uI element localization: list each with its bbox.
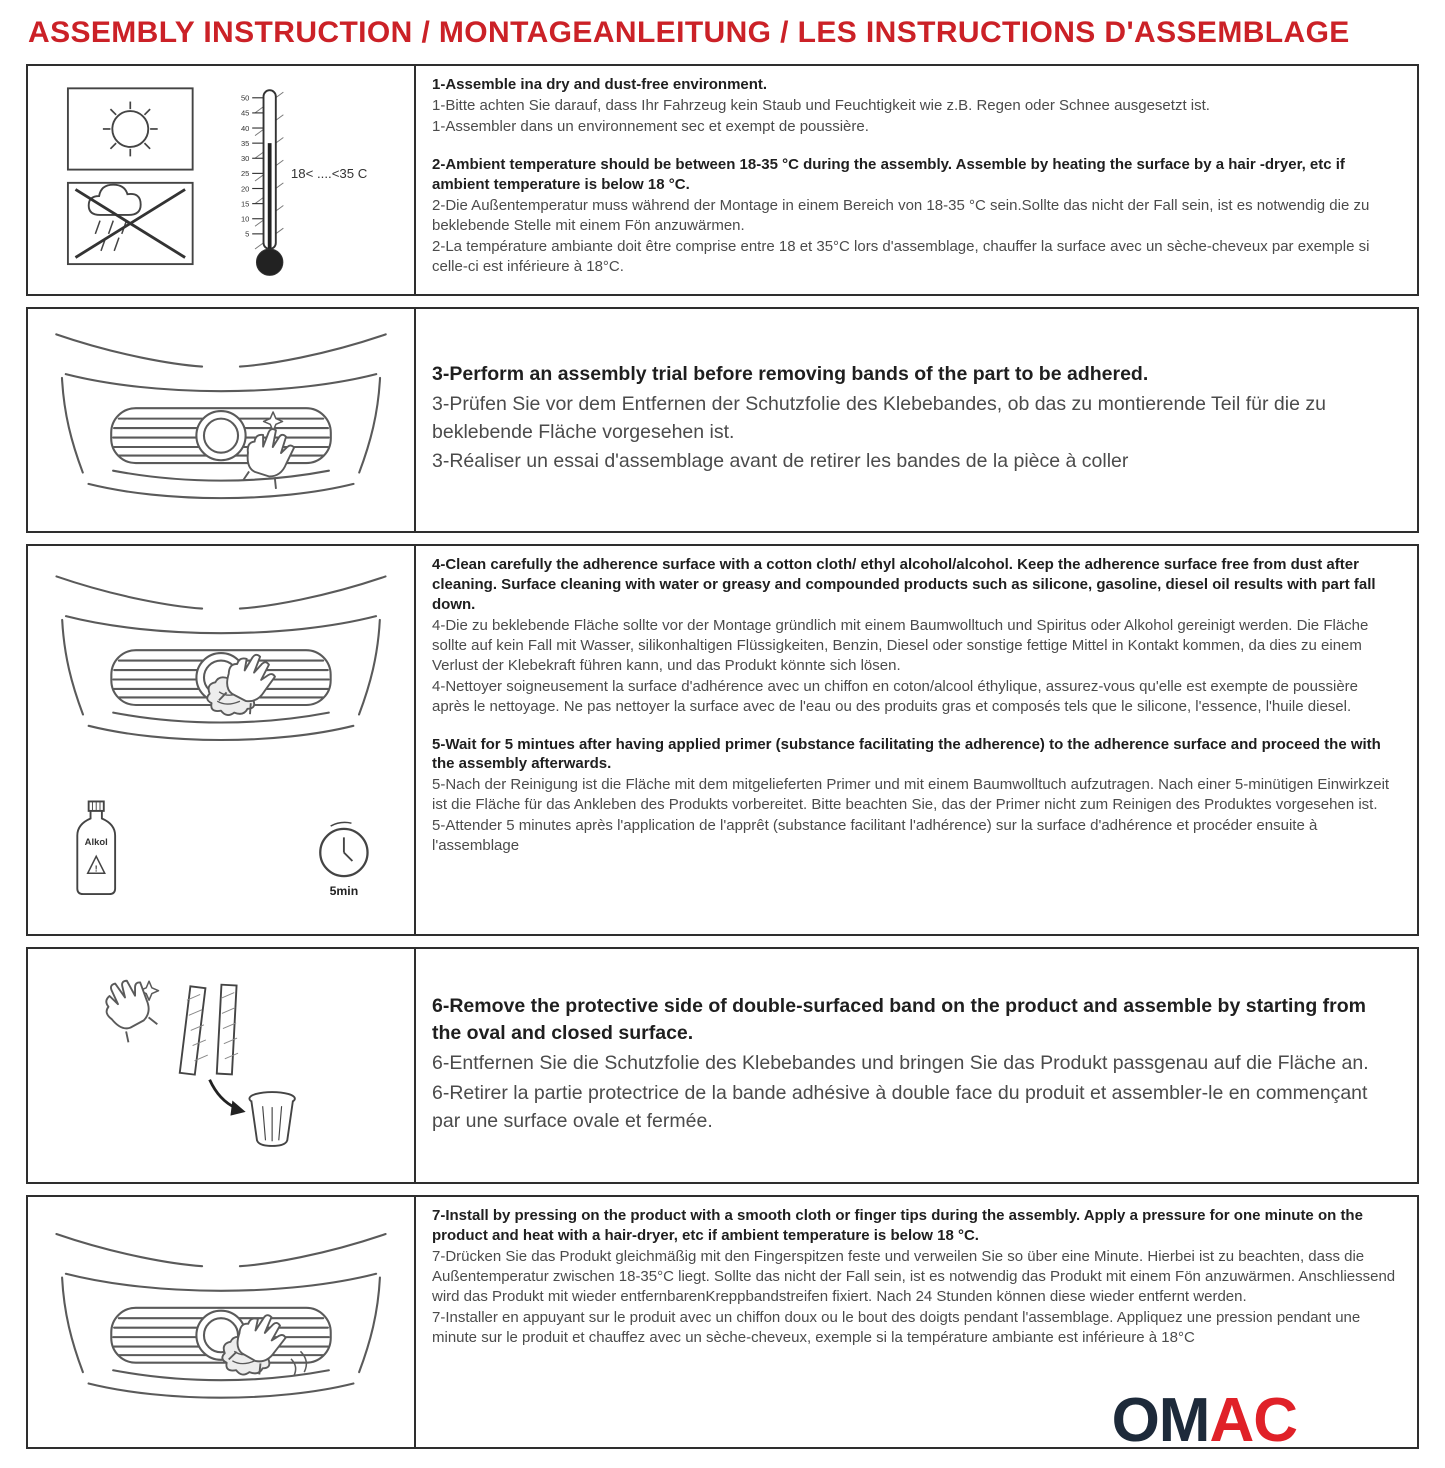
svg-text:!: ! xyxy=(94,863,98,874)
page-title: ASSEMBLY INSTRUCTION / MONTAGEANLEITUNG / LES INSTRUCTIONS D'ASSEMBLAGE xyxy=(28,16,1350,49)
alcohol-bottle-icon xyxy=(77,801,115,894)
omac-logo-red-letters: AC xyxy=(1209,1386,1297,1455)
instruction-1-en: 1-Assemble ina dry and dust-free environment. xyxy=(432,76,768,93)
svg-text:5: 5 xyxy=(245,229,250,239)
instruction-2-en: 2-Ambient temperature should be between 18-35 °C during the assembly. Assemble by heating the surface by a hair -dryer, etc if ambient temperature is below 18 °C. xyxy=(432,155,1345,193)
svg-text:10: 10 xyxy=(240,214,250,224)
svg-text:15: 15 xyxy=(240,199,250,209)
instruction-7-de: 7-Drücken Sie das Produkt gleichmäßig mit den Fingerspitzen feste und verweilen Sie so über eine Minute. Hierbei ist zu beachten, dass die Außentemperatur zwischen 18-35°C liegt. Sollte das nicht der Fall sein, ist es notwendig das Produkt mit einem Fön anzuwärmen. Anschliessend wird das Produkt mit wieder entfernbarenKreppbandstreifen fixiert. Nach 24 Stunden können diese wieder entfernt werden. xyxy=(432,1247,1396,1305)
tape-strips-icon xyxy=(180,985,238,1075)
instruction-7-fr: 7-Installer en appuyant sur le produit avec un chiffon doux ou le bout des doigts pendant l'assemblage. Appliquez une pression pendant une minute sur le produit et chauffez avec un sèche-cheveux, exemple si la température ambiante est inférieure à 18°C xyxy=(432,1308,1361,1346)
illustration-cleaning-panel xyxy=(28,546,416,934)
instruction-7-en: 7-Install by pressing on the product with a smooth cloth or finger tips during the assembly. Apply a pressure for one minute on the product and heat with a hair-dryer, etc if ambient temperature is below 18 °C. xyxy=(432,1207,1363,1244)
instruction-4-en: 4-Clean carefully the adherence surface with a cotton cloth/ ethyl alcohol/alcohol. Keep the adherence surface free from dust after cleaning. Surface cleaning with water or greasy and compounded products such as silicone, gasoline, diesel oil results with part fall down. xyxy=(432,556,1376,613)
instruction-6-en: 6-Remove the protective side of double-surfaced band on the product and assemble by starting from the oval and closed surface. xyxy=(432,994,1366,1045)
sun-icon xyxy=(103,102,158,157)
svg-text:40: 40 xyxy=(240,123,250,133)
omac-logo xyxy=(1111,1386,1297,1455)
instruction-5-de: 5-Nach der Reinigung ist die Fläche mit dem mitgelieferten Primer und mit einem Baumwolltuch aufzutragen. Nach einer 5-minütigen Einwirkzeit ist die Fläche für das Ankleben des Produkts vorbereitet. Bitte beachten Sie, das der Primer nicht zum Reinigen des Produktes vorgesehen ist. xyxy=(432,776,1390,814)
illustration-environment-panel xyxy=(28,66,416,294)
instruction-6-de: 6-Entfernen Sie die Schutzfolie des Klebebandes und bringen Sie das Produkt passgenau auf die Fläche an. xyxy=(432,1052,1369,1075)
instruction-3-fr: 3-Réaliser un essai d'assemblage avant de retirer les bandes de la pièce à coller xyxy=(432,450,1129,473)
illustration-press-panel xyxy=(28,1197,416,1447)
instruction-5-en: 5-Wait for 5 mintues after having applied primer (substance facilitating the adherence) to the adherence surface and proceed the with the assembly afterwards. xyxy=(432,735,1381,773)
instruction-1-de: 1-Bitte achten Sie darauf, dass Ihr Fahrzeug kein Staub und Feuchtigkeit wie z.B. Regen oder Schnee ausgesetzt ist. xyxy=(432,96,1210,114)
illustration-band-panel xyxy=(28,949,416,1182)
trash-bin-icon xyxy=(249,1092,294,1146)
svg-text:25: 25 xyxy=(240,169,250,179)
clock-icon xyxy=(320,822,367,898)
step-box-environment xyxy=(26,64,1419,296)
press-install-illustration xyxy=(43,1217,399,1427)
step-box-band-removal xyxy=(26,947,1419,1184)
step-band-text xyxy=(416,949,1417,1182)
instruction-2-de: 2-Die Außentemperatur muss während der Montage in einem Bereich von 18-35 °C sein.Sollte das nicht der Fall sein, ist es notwendig die zu beklebende Stelle mit einem Fön anzuwärmen. xyxy=(432,196,1370,234)
step-box-cleaning xyxy=(26,544,1419,936)
instruction-4-de: 4-Die zu beklebende Fläche sollte vor der Montage gründlich mit einem Baumwolltuch und Spiritus oder Alkohol gereinigt werden. Die Fläche sollte auf kein Fall mit Wasser, silikonhaltigen Flüssigkeiten, Benzin, Diesel oder sonstige fettige Mittel in Kontakt kommen, da dies zu einem Verlust der Klebekraft führen kann, und das Produkt könnte sich lösen. xyxy=(432,616,1369,674)
thermometer-icon xyxy=(241,90,368,275)
svg-text:30: 30 xyxy=(240,154,250,164)
car-grille-trial-illustration xyxy=(43,323,399,518)
step-cleaning-text xyxy=(416,546,1417,934)
svg-text:20: 20 xyxy=(240,184,250,194)
car-grille-cleaning-illustration xyxy=(43,567,399,913)
instruction-2-fr: 2-La température ambiante doit être comprise entre 18 et 35°C lors d'assemblage, chauffer la surface avec un sèche-cheveux par exemple si celle-ci est inférieure à 18°C. xyxy=(432,237,1370,275)
instruction-5-fr: 5-Attender 5 minutes après l'application de l'apprêt (substance facilitant l'adhérence) sur la surface d'adhérence et procéder ensuite à l'assemblage xyxy=(432,817,1318,855)
svg-text:45: 45 xyxy=(240,108,250,118)
instruction-6-fr: 6-Retirer la partie protectrice de la bande adhésive à double face du produit et assembler-le en commençant par une surface ovale et fermée. xyxy=(432,1081,1368,1132)
thermometer-scale xyxy=(241,94,249,239)
illustration-trial-panel xyxy=(28,309,416,531)
sun-frame xyxy=(68,88,193,169)
instruction-1-fr: 1-Assembler dans un environnement sec et exempt de poussière. xyxy=(432,117,869,135)
arrow-down-icon xyxy=(210,1080,246,1116)
instruction-3-de: 3-Prüfen Sie vor dem Entfernen der Schutzfolie des Klebebandes, ob das zu montierende Teil für die zu beklebende Fläche vorgesehen ist. xyxy=(432,392,1326,443)
environment-temperature-illustration xyxy=(43,77,399,283)
no-rain-icon xyxy=(75,185,185,258)
step-box-trial xyxy=(26,307,1419,533)
svg-text:35: 35 xyxy=(240,138,250,148)
bottle-label: Alkol xyxy=(84,836,108,848)
band-removal-illustration xyxy=(43,966,399,1165)
clock-label: 5min xyxy=(329,884,359,899)
step-environment-text xyxy=(416,66,1417,294)
omac-logo-dark-letters: OM xyxy=(1111,1386,1210,1455)
instruction-3-en: 3-Perform an assembly trial before removing bands of the part to be adhered. xyxy=(432,363,1149,386)
step-trial-text xyxy=(416,309,1417,531)
instruction-4-fr: 4-Nettoyer soigneusement la surface d'adhérence avec un chiffon en coton/alcool éthylique, assurez-vous qu'elle est exempte de poussière après le nettoyage. Ne pas nettoyer la surface avec de l'eau ou des produits gras et composés tels que le silicone, l'essence, l'huile diesel. xyxy=(432,677,1359,715)
svg-text:50: 50 xyxy=(240,93,250,103)
temperature-range-label: 18< ....<35 C xyxy=(290,166,368,182)
